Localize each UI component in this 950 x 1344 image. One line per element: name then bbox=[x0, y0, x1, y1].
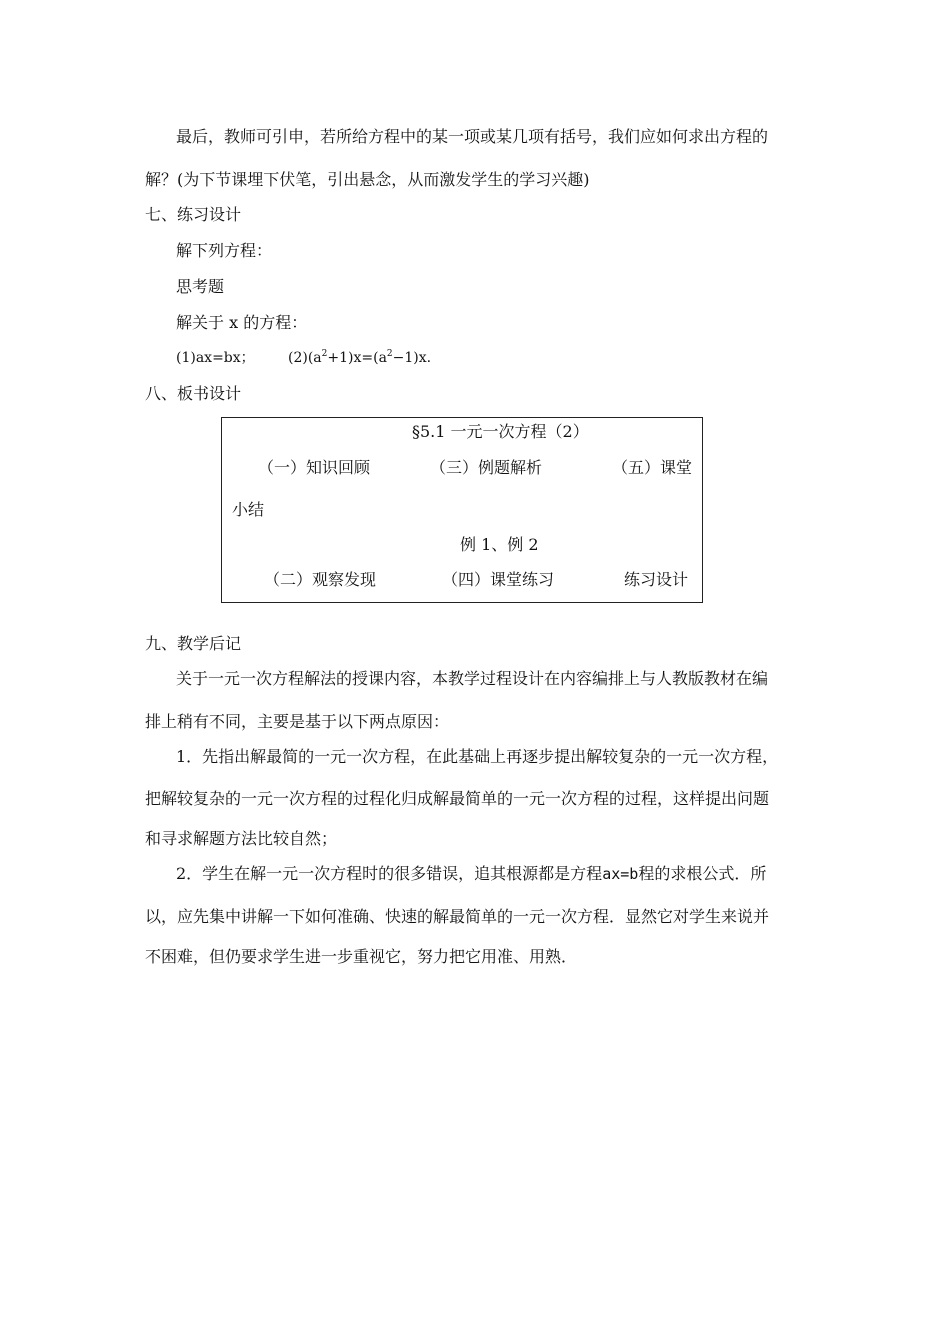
equation-text: (2)(a bbox=[288, 350, 322, 366]
paragraph-line: 把解较复杂的一元一次方程的过程化归成解最简单的一元一次方程的过程，这样提出问题 bbox=[145, 789, 770, 808]
paragraph-line: 以，应先集中讲解一下如何准确、快速的解最简单的一元一次方程．显然它对学生来说并 bbox=[145, 907, 770, 926]
superscript: 2 bbox=[386, 349, 393, 359]
equation-1: (1)ax=bx； bbox=[176, 350, 255, 366]
text-run: 程的求根公式．所 bbox=[638, 864, 767, 883]
paragraph-line: 不困难，但仍要求学生进一步重视它，努力把它用准、用熟． bbox=[145, 947, 578, 966]
paragraph-line: 排上稍有不同，主要是基于以下两点原因： bbox=[145, 712, 450, 731]
blackboard-design-box bbox=[221, 417, 703, 603]
paragraph-line: 解关于 x 的方程： bbox=[176, 313, 308, 332]
paragraph-line: 1．先指出解最简的一元一次方程，在此基础上再逐步提出解较复杂的一元一次方程， bbox=[176, 747, 779, 766]
paragraph-line: 思考题 bbox=[176, 277, 225, 296]
equation-2 bbox=[288, 348, 431, 368]
board-item-5-cont: 小结 bbox=[232, 500, 265, 519]
paragraph-line bbox=[176, 864, 766, 884]
section-heading-7: 七、练习设计 bbox=[145, 205, 242, 224]
equation-text: −1)x. bbox=[392, 350, 432, 366]
paragraph-line: 解下列方程： bbox=[176, 241, 273, 260]
superscript: 2 bbox=[321, 349, 328, 359]
equation-text: +1)x=(a bbox=[327, 350, 387, 366]
board-item-3: （三）例题解析 bbox=[430, 458, 543, 477]
paragraph-line: 关于一元一次方程解法的授课内容，本教学过程设计在内容编排上与人教版教材在编 bbox=[176, 669, 769, 688]
paragraph-line: 最后，教师可引申，若所给方程中的某一项或某几项有括号，我们应如何求出方程的 bbox=[176, 127, 769, 146]
board-item-4: （四）课堂练习 bbox=[442, 570, 555, 589]
formula-text: ax=b bbox=[602, 865, 639, 883]
paragraph-line: 解？(为下节课埋下伏笔，引出悬念，从而激发学生的学习兴趣) bbox=[145, 170, 590, 189]
board-item-2: （二）观察发现 bbox=[264, 570, 377, 589]
text-run: 2．学生在解一元一次方程时的很多错误，追其根源都是方程 bbox=[176, 864, 603, 883]
board-title: §5.1 一元一次方程（2） bbox=[412, 422, 589, 441]
board-item-1: （一）知识回顾 bbox=[258, 458, 371, 477]
paragraph-line: 和寻求解题方法比较自然； bbox=[145, 829, 338, 848]
section-heading-9: 九、教学后记 bbox=[145, 634, 242, 653]
board-item-5: （五）课堂 bbox=[612, 458, 693, 477]
board-examples: 例 1、例 2 bbox=[460, 535, 539, 554]
board-practice: 练习设计 bbox=[624, 570, 689, 589]
section-heading-8: 八、板书设计 bbox=[145, 384, 242, 403]
